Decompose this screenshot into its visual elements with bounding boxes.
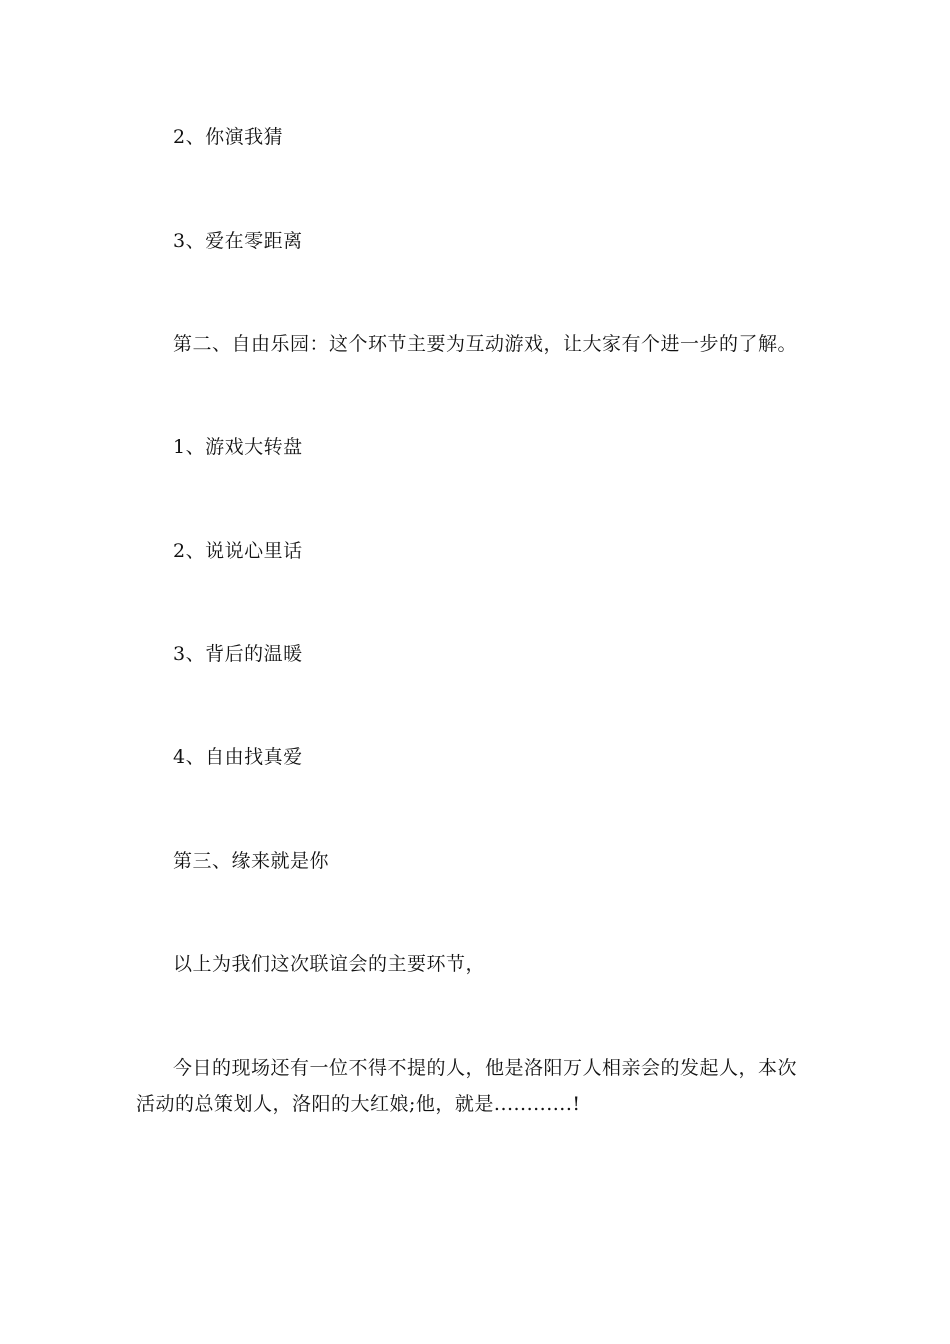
closing-paragraph: 今日的现场还有一位不得不提的人，他是洛阳万人相亲会的发起人，本次活动的总策划人，洛阳的大红娘;他，就是............! <box>136 1057 798 1115</box>
list-item-warmth-behind: 3、背后的温暖 <box>173 643 303 665</box>
list-item-game-wheel: 1、游戏大转盘 <box>173 436 303 458</box>
section-heading-free-paradise: 第二、自由乐园：这个环节主要为互动游戏，让大家有个进一步的了解。 <box>173 333 798 355</box>
list-item-heart-talk: 2、说说心里话 <box>173 540 303 562</box>
list-item-find-true-love: 4、自由找真爱 <box>173 746 303 768</box>
section-heading-fate-is-you: 第三、缘来就是你 <box>173 850 330 872</box>
summary-line: 以上为我们这次联谊会的主要环节， <box>173 953 486 975</box>
list-item-you-act-i-guess: 2、你演我猜 <box>173 126 284 148</box>
list-item-love-zero-distance: 3、爱在零距离 <box>173 230 303 252</box>
